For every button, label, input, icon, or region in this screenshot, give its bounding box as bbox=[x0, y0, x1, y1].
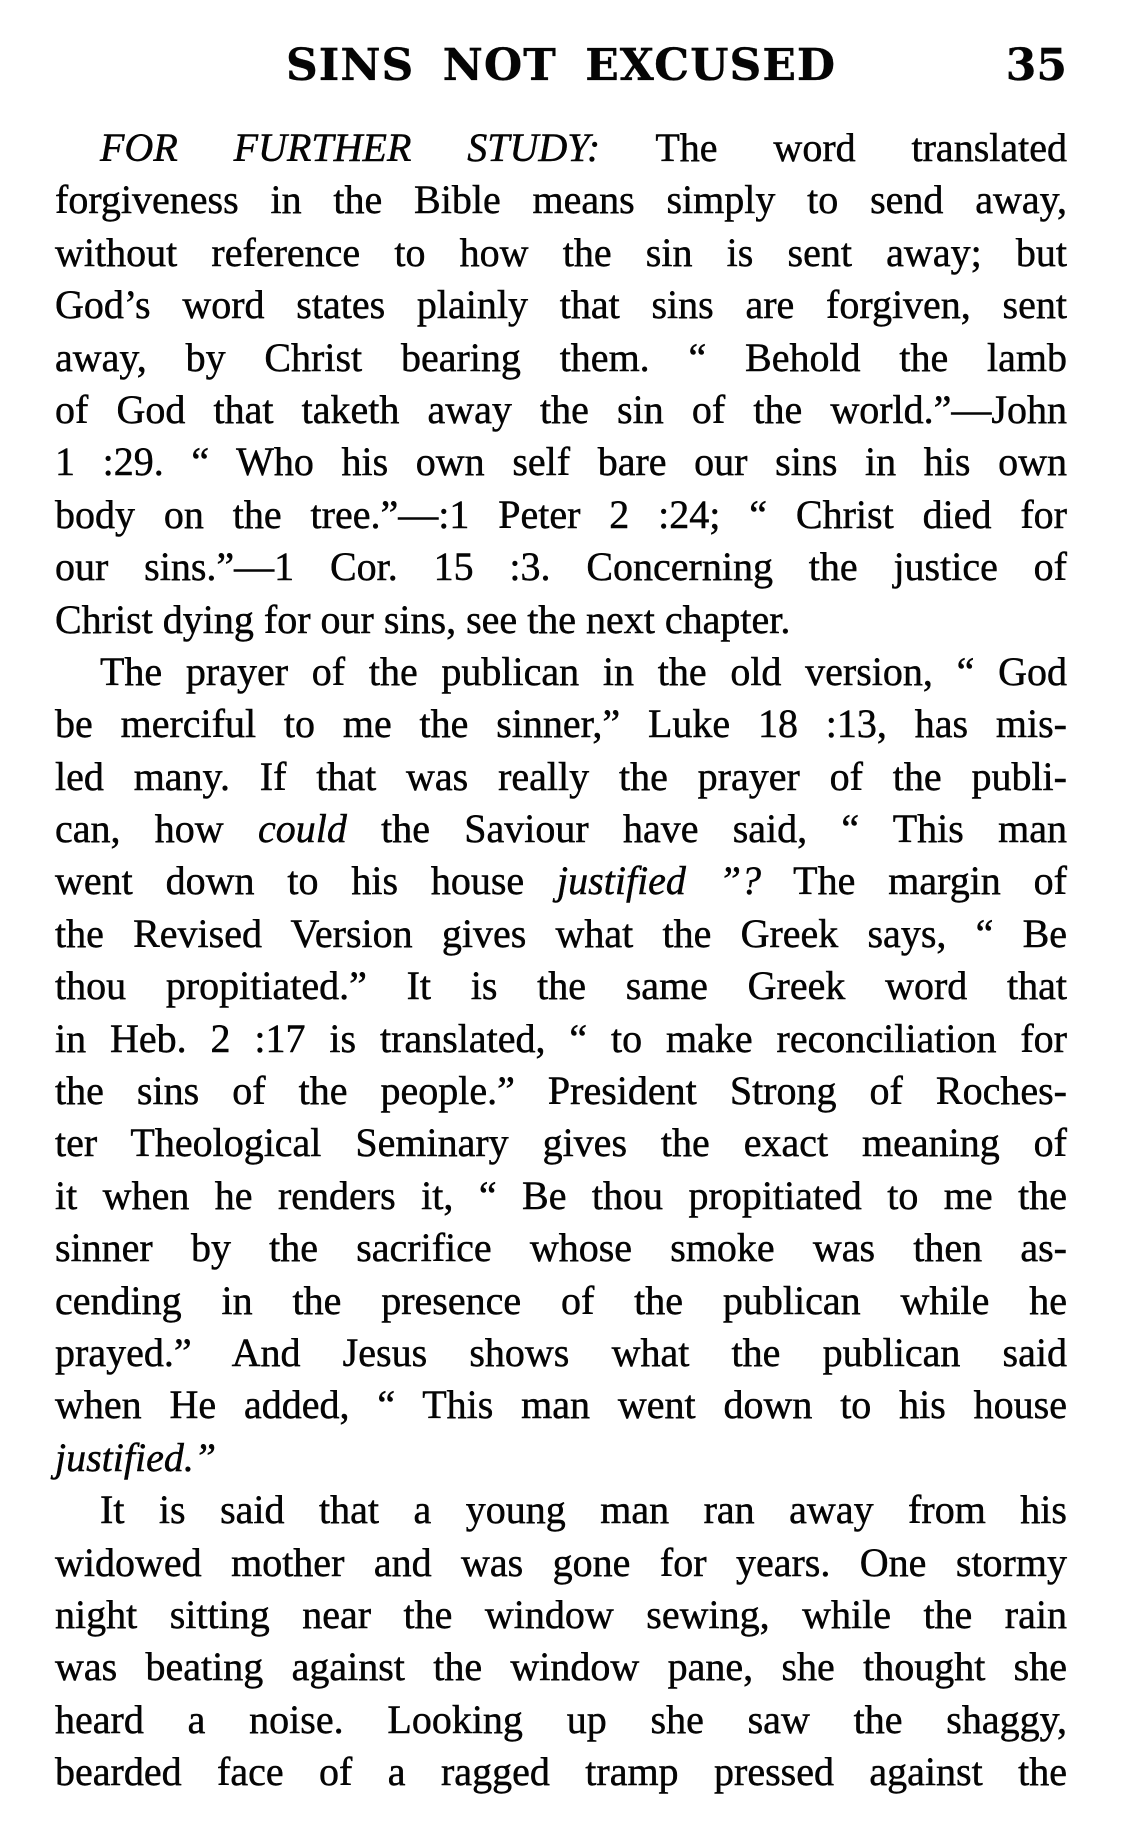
text-line bbox=[55, 646, 1067, 698]
text-run: ter Theological Seminary gives the exact meaning of bbox=[55, 1120, 1067, 1166]
italic-text-run: could bbox=[257, 806, 347, 852]
paragraph bbox=[55, 122, 1067, 646]
text-run: heard a noise. Looking up she saw the shaggy, bbox=[55, 1696, 1067, 1742]
italic-text-run: justified ”? bbox=[557, 858, 762, 904]
text-run: widowed mother and was gone for years. One stormy bbox=[55, 1539, 1067, 1585]
text-line bbox=[55, 1746, 1067, 1798]
text-line bbox=[55, 908, 1067, 960]
text-line bbox=[55, 751, 1067, 803]
paragraph bbox=[55, 1484, 1067, 1798]
text-run: sinner by the sacrifice whose smoke was then as- bbox=[55, 1225, 1067, 1271]
text-run: be merciful to me the sinner,” Luke 18 :13, has mis- bbox=[55, 701, 1067, 747]
text-run: bearded face of a ragged tramp pressed against the bbox=[55, 1749, 1067, 1795]
text-line bbox=[55, 279, 1067, 331]
text-line bbox=[55, 1694, 1067, 1746]
text-run: when He added, “ This man went down to his house bbox=[55, 1382, 1067, 1428]
italic-text-run: FOR FURTHER STUDY: bbox=[100, 125, 601, 170]
text-run: without reference to how the sin is sent away; but bbox=[55, 229, 1067, 275]
text-run: our sins.”—1 Cor. 15 :3. Concerning the justice of bbox=[55, 544, 1067, 590]
text-line bbox=[55, 1641, 1067, 1693]
text-run: body on the tree.”—:1 Peter 2 :24; “ Christ died for bbox=[55, 491, 1067, 537]
text-run: forgiveness in the Bible means simply to send away, bbox=[55, 177, 1067, 223]
text-run: night sitting near the window sewing, while the rain bbox=[55, 1591, 1067, 1637]
running-header bbox=[55, 40, 1067, 92]
text-line bbox=[55, 1117, 1067, 1169]
page-number: 35 bbox=[1005, 40, 1067, 91]
text-line bbox=[55, 1379, 1067, 1431]
text-line bbox=[55, 1222, 1067, 1274]
text-run: went down to his house bbox=[55, 858, 558, 904]
text-run: The prayer of the publican in the old version, “ God bbox=[100, 648, 1067, 694]
text-run: God’s word states plainly that sins are forgiven, sent bbox=[55, 282, 1067, 328]
text-run: led many. If that was really the prayer of the publi- bbox=[55, 753, 1067, 799]
text-line bbox=[55, 1065, 1067, 1117]
text-run: thou propitiated.” It is the same Greek word that bbox=[55, 963, 1067, 1009]
text-run: it when he renders it, “ Be thou propitiated to me the bbox=[55, 1172, 1067, 1218]
text-run: the sins of the people.” President Strong of Roches- bbox=[55, 1068, 1067, 1114]
text-run: It is said that a young man ran away from his bbox=[100, 1487, 1067, 1533]
text-line bbox=[55, 1327, 1067, 1379]
text-run: can, how bbox=[55, 806, 258, 852]
text-line bbox=[55, 332, 1067, 384]
text-run: was beating against the window pane, she thought she bbox=[55, 1644, 1067, 1690]
text-line bbox=[55, 803, 1067, 855]
text-line bbox=[55, 1013, 1067, 1065]
text-line bbox=[55, 227, 1067, 279]
paragraph bbox=[55, 646, 1067, 1484]
text-run: The word translated bbox=[600, 125, 1067, 170]
text-line bbox=[55, 855, 1067, 907]
text-line bbox=[55, 1170, 1067, 1222]
text-run: the Revised Version gives what the Greek says, “ Be bbox=[55, 910, 1067, 956]
text-run: away, by Christ bearing them. “ Behold the lamb bbox=[55, 334, 1067, 380]
text-line bbox=[55, 489, 1067, 541]
text-run: 1 :29. “ Who his own self bare our sins in his own bbox=[55, 439, 1067, 485]
text-line bbox=[55, 594, 1067, 646]
text-line bbox=[55, 1537, 1067, 1589]
text-line bbox=[55, 1484, 1067, 1536]
text-line bbox=[55, 122, 1067, 174]
text-run: Christ dying for our sins, see the next chapter. bbox=[55, 596, 791, 642]
text-run: of God that taketh away the sin of the world.”—John bbox=[55, 386, 1067, 432]
text-line bbox=[55, 1275, 1067, 1327]
text-line bbox=[55, 541, 1067, 593]
text-line bbox=[55, 960, 1067, 1012]
text-line bbox=[55, 1589, 1067, 1641]
text-run: The margin of bbox=[761, 858, 1067, 904]
text-line bbox=[55, 384, 1067, 436]
text-line bbox=[55, 436, 1067, 488]
text-line bbox=[55, 1432, 1067, 1484]
page-title: SINS NOT EXCUSED bbox=[285, 40, 837, 91]
text-run: in Heb. 2 :17 is translated, “ to make reconciliation for bbox=[55, 1015, 1067, 1061]
text-run: prayed.” And Jesus shows what the publican said bbox=[55, 1329, 1067, 1375]
italic-text-run: justified.” bbox=[55, 1434, 217, 1480]
text-run: the Saviour have said, “ This man bbox=[346, 806, 1067, 852]
text-line bbox=[55, 174, 1067, 226]
page-body bbox=[55, 122, 1067, 1799]
text-line bbox=[55, 698, 1067, 750]
text-run: cending in the presence of the publican while he bbox=[55, 1277, 1067, 1323]
